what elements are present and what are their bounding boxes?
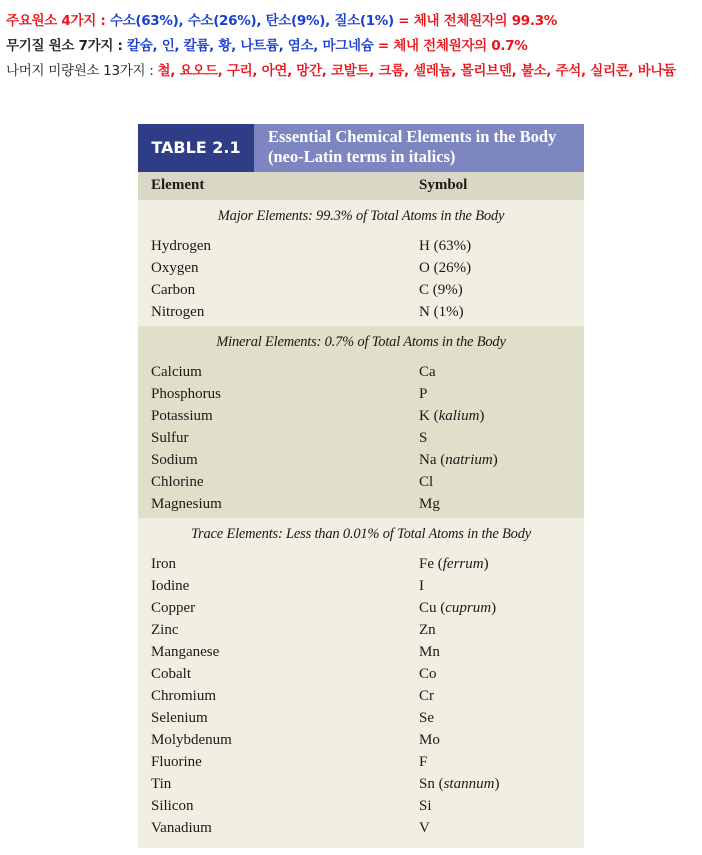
element-symbol: Na (natrium) bbox=[419, 452, 498, 468]
section-rows bbox=[138, 235, 584, 323]
symbol-text: N (1%) bbox=[419, 304, 464, 320]
element-name: Potassium bbox=[151, 408, 213, 424]
table-row bbox=[138, 427, 584, 449]
symbol-text: Sn bbox=[419, 776, 435, 792]
element-symbol bbox=[419, 383, 427, 405]
symbol-text: Mn bbox=[419, 644, 440, 660]
latin-name: natrium bbox=[445, 452, 493, 468]
element-symbol bbox=[419, 235, 471, 257]
table-row bbox=[138, 361, 584, 383]
table-row bbox=[138, 405, 584, 427]
table-row bbox=[138, 795, 584, 817]
element-name: Fluorine bbox=[151, 754, 202, 770]
column-header-row bbox=[138, 172, 584, 200]
table-row bbox=[138, 619, 584, 641]
element-symbol: Fe (ferrum) bbox=[419, 556, 489, 572]
symbol-text: Cu bbox=[419, 600, 437, 616]
note-mineral-elements bbox=[6, 34, 528, 54]
section-title: Mineral Elements: 0.7% of Total Atoms in the Body bbox=[216, 334, 506, 350]
element-symbol bbox=[419, 493, 440, 515]
element-symbol bbox=[419, 817, 430, 839]
element-name: Copper bbox=[151, 600, 196, 616]
element-symbol bbox=[419, 663, 437, 685]
note-major-items: 수소(63%), 수소(26%), 탄소(9%), 질소(1%) bbox=[109, 13, 394, 29]
element-name: Oxygen bbox=[151, 260, 199, 276]
element-name: Molybdenum bbox=[151, 732, 232, 748]
symbol-text: Zn bbox=[419, 622, 436, 638]
element-symbol bbox=[419, 257, 471, 279]
table-row bbox=[138, 773, 584, 795]
element-name: Iron bbox=[151, 556, 176, 572]
note-major-suffix: = 체내 전체원자의 99.3% bbox=[393, 13, 558, 29]
element-name: Vanadium bbox=[151, 820, 212, 836]
element-symbol bbox=[419, 751, 427, 773]
element-symbol: K (kalium) bbox=[419, 408, 485, 424]
symbol-text: P bbox=[419, 386, 428, 402]
symbol-text: Cr bbox=[419, 688, 434, 704]
note-major-prefix: 주요원소 4가지 : bbox=[6, 13, 110, 29]
element-name: Cobalt bbox=[151, 666, 191, 682]
table-label: TABLE 2.1 bbox=[138, 124, 254, 172]
symbol-text: Ca bbox=[419, 364, 436, 380]
table-row bbox=[138, 707, 584, 729]
symbol-text: I bbox=[419, 578, 424, 594]
element-symbol: Cu (cuprum) bbox=[419, 600, 497, 616]
table-row bbox=[138, 493, 584, 515]
note-trace-prefix: 나머지 미량원소 13가지 : bbox=[6, 63, 158, 79]
element-name: Carbon bbox=[151, 282, 196, 298]
latin-name: cuprum bbox=[445, 600, 492, 616]
element-name: Iodine bbox=[151, 578, 190, 594]
element-name: Chromium bbox=[151, 688, 217, 704]
table-row bbox=[138, 817, 584, 839]
table-row bbox=[138, 751, 584, 773]
column-header-symbol: Symbol bbox=[419, 177, 468, 193]
section-rows bbox=[138, 361, 584, 515]
element-name: Nitrogen bbox=[151, 304, 205, 320]
element-symbol bbox=[419, 301, 464, 323]
section-trace bbox=[138, 518, 584, 848]
element-name: Chlorine bbox=[151, 474, 204, 490]
section-mineral bbox=[138, 326, 584, 518]
note-mineral-prefix: 무기질 원소 7가지 : bbox=[6, 38, 127, 54]
elements-table bbox=[138, 124, 584, 848]
latin-name: kalium bbox=[438, 408, 480, 424]
latin-name: ferrum bbox=[442, 556, 484, 572]
element-symbol bbox=[419, 471, 433, 493]
symbol-text: Mo bbox=[419, 732, 440, 748]
symbol-text: C (9%) bbox=[419, 282, 463, 298]
symbol-text: K bbox=[419, 408, 430, 424]
section-title: Trace Elements: Less than 0.01% of Total Atoms in the Body bbox=[190, 526, 532, 542]
symbol-text: Cl bbox=[419, 474, 434, 490]
element-symbol bbox=[419, 427, 427, 449]
column-header-element: Element bbox=[151, 177, 205, 193]
symbol-text: Mg bbox=[419, 496, 440, 512]
note-trace-elements bbox=[6, 59, 676, 79]
table-row bbox=[138, 257, 584, 279]
element-name: Phosphorus bbox=[151, 386, 222, 402]
table-header bbox=[138, 124, 584, 172]
element-name: Selenium bbox=[151, 710, 208, 726]
element-name: Zinc bbox=[151, 622, 179, 638]
symbol-text: F bbox=[419, 754, 428, 770]
symbol-text: S bbox=[419, 430, 428, 446]
element-name: Sulfur bbox=[151, 430, 189, 446]
table-row bbox=[138, 575, 584, 597]
symbol-text: H (63%) bbox=[419, 238, 472, 254]
table-title: Essential Chemical Elements in the Body (neo-Latin terms in italics) bbox=[268, 127, 557, 166]
note-mineral-suffix: = 체내 전체원자의 0.7% bbox=[373, 38, 528, 54]
element-symbol bbox=[419, 685, 434, 707]
latin-name: stannum bbox=[443, 776, 495, 792]
table-row bbox=[138, 641, 584, 663]
section-rows bbox=[138, 553, 584, 839]
note-mineral-items: 칼슘, 인, 칼륨, 황, 나트륨, 염소, 마그네슘 bbox=[126, 38, 374, 54]
element-name: Silicon bbox=[151, 798, 194, 814]
element-symbol bbox=[419, 575, 424, 597]
element-symbol: Sn (stannum) bbox=[419, 776, 500, 792]
table-row bbox=[138, 235, 584, 257]
table-row bbox=[138, 449, 584, 471]
table-row bbox=[138, 471, 584, 493]
symbol-text: O (26%) bbox=[419, 260, 472, 276]
table-row bbox=[138, 383, 584, 405]
table-row bbox=[138, 729, 584, 751]
element-symbol bbox=[419, 707, 434, 729]
element-name: Tin bbox=[151, 776, 172, 792]
element-symbol bbox=[419, 619, 436, 641]
element-name: Manganese bbox=[151, 644, 220, 660]
symbol-text: Co bbox=[419, 666, 437, 682]
element-symbol bbox=[419, 641, 440, 663]
element-name: Hydrogen bbox=[151, 238, 211, 254]
symbol-text: Na bbox=[419, 452, 437, 468]
symbol-text: Se bbox=[419, 710, 434, 726]
element-name: Magnesium bbox=[151, 496, 222, 512]
table-row bbox=[138, 597, 584, 619]
table-row bbox=[138, 279, 584, 301]
symbol-text: Fe bbox=[419, 556, 434, 572]
table-row bbox=[138, 553, 584, 575]
table-row bbox=[138, 663, 584, 685]
section-title: Major Elements: 99.3% of Total Atoms in the Body bbox=[217, 208, 505, 224]
element-symbol bbox=[419, 279, 463, 301]
table-row bbox=[138, 301, 584, 323]
element-symbol bbox=[419, 729, 440, 751]
table-row bbox=[138, 685, 584, 707]
element-name: Sodium bbox=[151, 452, 198, 468]
symbol-text: Si bbox=[419, 798, 432, 814]
section-major bbox=[138, 200, 584, 326]
element-name: Calcium bbox=[151, 364, 202, 380]
symbol-text: V bbox=[419, 820, 430, 836]
note-trace-items: 철, 요오드, 구리, 아연, 망간, 코발트, 크롬, 셀레늄, 몰리브덴, 불소, 주석, 실리콘, 바나듐 bbox=[157, 63, 676, 79]
element-symbol bbox=[419, 795, 432, 817]
note-major-elements bbox=[6, 9, 557, 29]
element-symbol bbox=[419, 361, 436, 383]
